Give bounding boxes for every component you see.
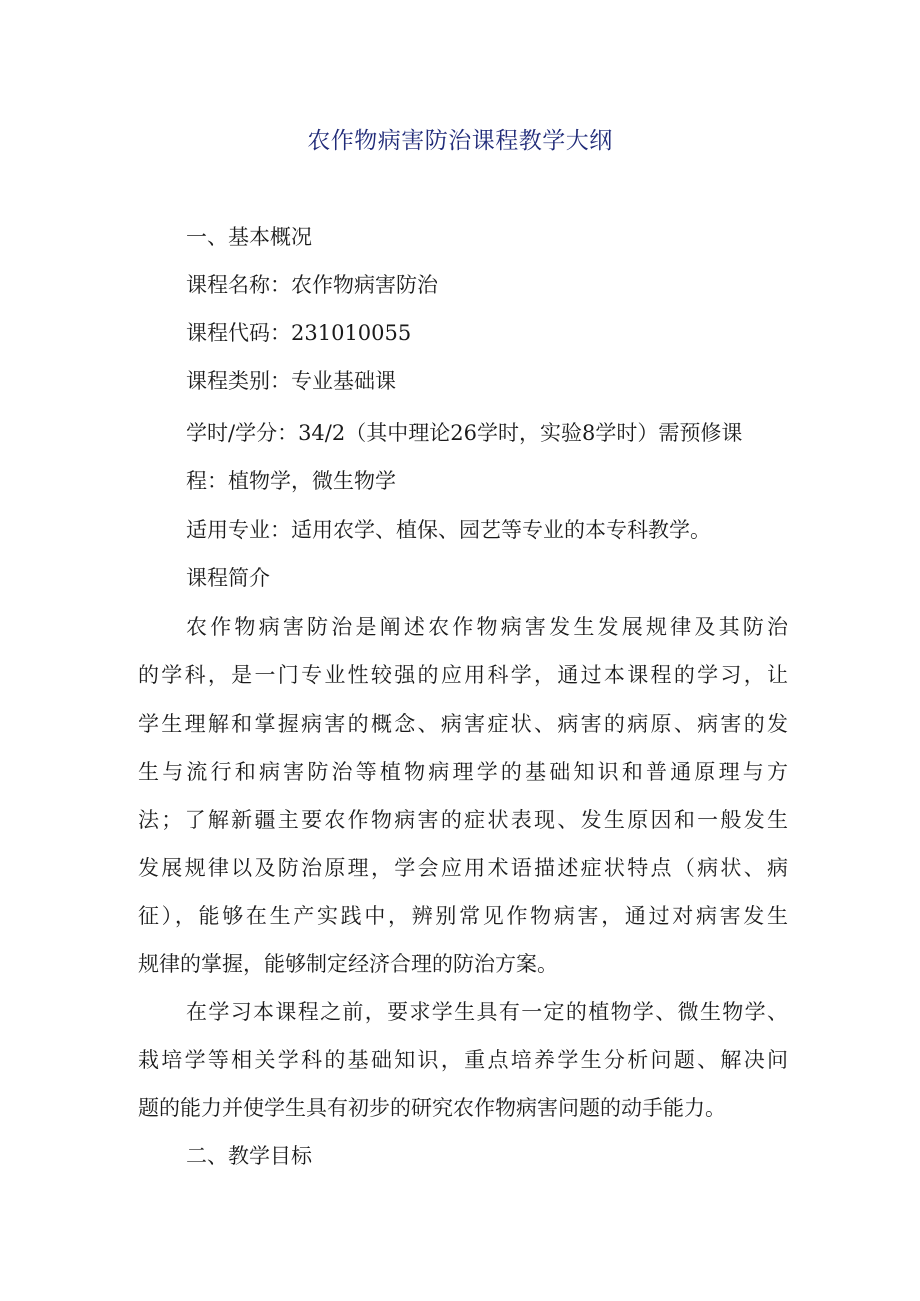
intro-paragraph-line: 学生理解和掌握病害的概念、病害症状、病害的病原、病害的发 — [138, 712, 788, 736]
section-heading-teaching-goals: 二、教学目标 — [186, 1144, 312, 1168]
applicable-major-line: 适用专业：适用农学、植保、园艺等专业的本专科教学。 — [186, 518, 711, 542]
intro-paragraph-line: 生与流行和病害防治等植物病理学的基础知识和普通原理与方 — [138, 760, 788, 784]
intro-paragraph-line: 农作物病害防治是阐述农作物病害发生发展规律及其防治 — [186, 615, 788, 639]
course-category-line: 课程类别：专业基础课 — [186, 369, 396, 393]
course-code-line: 课程代码：231010055 — [186, 321, 412, 345]
prereq-paragraph-line: 在学习本课程之前，要求学生具有一定的植物学、微生物学、 — [186, 1000, 788, 1024]
intro-paragraph-line: 规律的掌握，能够制定经济合理的防治方案。 — [138, 952, 558, 976]
intro-paragraph-line: 的学科，是一门专业性较强的应用科学，通过本课程的学习，让 — [138, 663, 788, 687]
prereq-paragraph-line: 题的能力并使学生具有初步的研究农作物病害问题的动手能力。 — [138, 1096, 726, 1120]
document-title: 农作物病害防治课程教学大纲 — [307, 128, 613, 154]
intro-paragraph-line: 征），能够在生产实践中，辨别常见作物病害，通过对病害发生 — [138, 904, 788, 928]
course-name-line: 课程名称：农作物病害防治 — [186, 273, 438, 297]
prereq-paragraph-line: 栽培学等相关学科的基础知识，重点培养学生分析问题、解决问 — [138, 1048, 788, 1072]
intro-paragraph-line: 发展规律以及防治原理，学会应用术语描述症状特点（病状、病 — [138, 856, 788, 880]
section-heading-basic-overview: 一、基本概况 — [186, 225, 312, 249]
hours-credits-line: 学时/学分：34/2（其中理论26学时，实验8学时）需预修课 — [186, 421, 743, 445]
intro-heading: 课程简介 — [186, 566, 270, 590]
prerequisite-line: 程：植物学，微生物学 — [186, 469, 396, 493]
intro-paragraph-line: 法；了解新疆主要农作物病害的症状表现、发生原因和一般发生 — [138, 808, 788, 832]
